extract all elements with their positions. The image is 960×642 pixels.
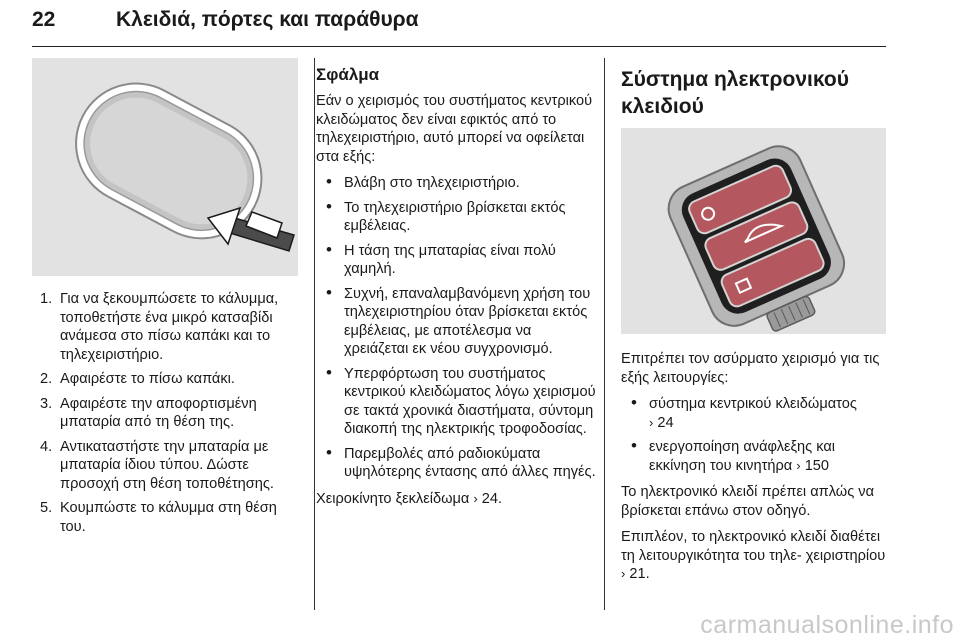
electronic-key-intro: Επιτρέπει τον ασύρματο χειρισμό για τις εξής λειτουργίες: (621, 351, 880, 386)
page-number: 22 (32, 8, 56, 31)
section-heading-fault: Σφάλμα (316, 65, 380, 84)
list-item: • Συχνή, επαναλαμβανόμενη χρήση του τηλεχειριστηρίου όταν βρίσκεται εκτός εμβέλειας, με αποτέλεσμα να χρειάζεται εκ νέου συγχρονισμό. (316, 285, 598, 359)
middle-column (316, 64, 598, 516)
list-item: • Βλάβη στο τηλεχειριστήριο. (316, 174, 598, 193)
electronic-key-para-1: Το ηλεκτρονικό κλειδί πρέπει απλώς να βρίσκεται επάνω στον οδηγό. (621, 484, 875, 519)
key-fob-cover-illustration (32, 58, 298, 276)
electronic-key-functions-list (621, 395, 887, 475)
list-item: 3. Αφαιρέστε την αποφορτισμένη μπαταρία από τη θέση της. (40, 395, 257, 430)
watermark: carmanualsonline.info (700, 611, 954, 639)
list-item: • ενεργοποίηση ανάφλεξης και εκκίνηση του κινητήρα › 150 (621, 438, 887, 475)
list-item: • Υπερφόρτωση του συστήματος κεντρικού κλειδώματος λόγω χειρισμού σε τακτά χρονικά διαστήματα, σύντομη διακοπή της ηλεκτρικής τροφοδοσίας. (316, 365, 598, 439)
column-divider-2 (604, 58, 605, 610)
electronic-key-illustration (621, 128, 886, 334)
left-column (32, 290, 302, 542)
electronic-key-para-2: Επιπλέον, το ηλεκτρονικό κλειδί διαθέτει τη λειτουργικότητα του τηλε- χειριστηρίου › 21. (621, 529, 886, 582)
list-item: 1. Για να ξεκουμπώσετε το κάλυμμα, τοποθετήστε ένα μικρό κατσαβίδι ανάμεσα στο πίσω καπάκι και το τηλεχειριστήριο. (40, 291, 279, 363)
list-item: 5. Κουμπώστε το κάλυμμα στη θέση του. (40, 500, 277, 535)
page-reference-arrow-icon: › (473, 490, 478, 506)
page-reference-link[interactable]: 21 (629, 566, 646, 582)
right-column-body (621, 350, 887, 592)
list-item: • Το τηλεχειριστήριο βρίσκεται εκτός εμβέλειας. (316, 199, 598, 236)
electronic-key-photo (621, 128, 886, 334)
column-divider-1 (314, 58, 315, 610)
page-reference-link[interactable]: 150 (804, 457, 830, 474)
list-item: • Παρεμβολές από ραδιοκύματα υψηλότερης έντασης από άλλες πηγές. (316, 445, 598, 482)
page-reference-arrow-icon: › (796, 457, 801, 473)
page-title: Κλειδιά, πόρτες και παράθυρα (116, 8, 419, 31)
battery-replacement-steps (32, 290, 302, 536)
list-item: 4. Αντικαταστήστε την μπαταρία με μπαταρία ίδιου τύπου. Δώστε προσοχή στη θέση τοποθέτησης. (40, 438, 274, 492)
page-header (32, 0, 886, 47)
list-item: • Η τάση της μπαταρίας είναι πολύ χαμηλή. (316, 242, 598, 279)
list-item: 2. Αφαιρέστε το πίσω καπάκι. (40, 371, 235, 387)
list-item: • σύστημα κεντρικού κλειδώματος › 24 (621, 395, 887, 432)
fault-causes-list (316, 174, 598, 482)
manual-unlock-reference: Χειροκίνητο ξεκλείδωμα › 24. (316, 490, 503, 507)
section-heading-electronic-key: Σύστημα ηλεκτρονικού κλειδιού (621, 68, 849, 118)
page-reference-link[interactable]: 24 (481, 490, 499, 507)
key-fob-cover-photo (32, 58, 298, 276)
page-reference-link[interactable]: 24 (657, 414, 674, 431)
right-column (621, 66, 887, 130)
page-reference-arrow-icon: › (621, 566, 626, 581)
fault-intro: Εάν ο χειρισμός του συστήματος κεντρικού κλειδώματος δεν είναι εφικτός από το τηλεχειριστήριο, αυτό μπορεί να οφείλεται στα εξής: (316, 93, 593, 165)
page-reference-arrow-icon: › (649, 414, 654, 430)
